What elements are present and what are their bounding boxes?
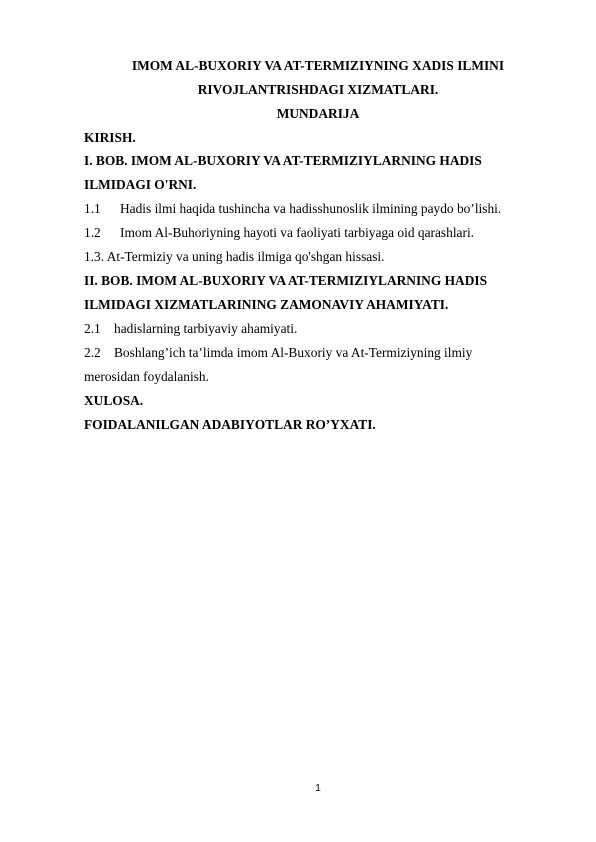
toc-section-number: 1.1 bbox=[84, 201, 101, 216]
toc-section-2-2 bbox=[84, 345, 472, 361]
toc-section-title: Imom Al-Buhoriyning hayoti va faoliyati tarbiyaga oid qarashlari. bbox=[120, 225, 475, 240]
toc-section-number: 2.2 bbox=[84, 345, 101, 360]
toc-chapter-2-line-1: II. BOB. IMOM AL-BUXORIY VA AT-TERMIZIYLARNING HADIS bbox=[84, 273, 488, 288]
toc-introduction: KIRISH. bbox=[84, 130, 136, 145]
toc-section-number: 1.2 bbox=[84, 225, 101, 240]
toc-section-1-1 bbox=[84, 201, 501, 217]
toc-section-title: hadislarning tarbiyaviy ahamiyati. bbox=[114, 321, 298, 336]
toc-conclusion: XULOSA. bbox=[84, 393, 144, 408]
toc-section-2-1 bbox=[84, 321, 297, 337]
toc-chapter-2-line-2: ILMIDAGI XIZMATLARINING ZAMONAVIY AHAMIYATI. bbox=[84, 297, 449, 312]
toc-chapter-1-line-1: I. BOB. IMOM AL-BUXORIY VA AT-TERMIZIYLARNING HADIS bbox=[84, 153, 482, 168]
document-title-line-2: RIVOJLANTRISHDAGI XIZMATLARI. bbox=[197, 82, 439, 97]
toc-section-title: Boshlang’ich ta’limda imom Al-Buxoriy va At-Termiziyning ilmiy bbox=[114, 345, 473, 360]
page-number: 1 bbox=[315, 783, 321, 794]
toc-section-1-3: 1.3. At-Termiziy va uning hadis ilmiga qo'shgan hissasi. bbox=[84, 249, 385, 264]
document-title-line-1: IMOM AL-BUXORIY VA AT-TERMIZIYNING XADIS ILMINI bbox=[131, 58, 505, 73]
toc-section-2-2-continued: merosidan foydalanish. bbox=[84, 369, 209, 384]
toc-references: FOIDALANILGAN ADABIYOTLAR RO’YXATI. bbox=[84, 417, 376, 432]
toc-section-1-2 bbox=[84, 225, 474, 241]
toc-section-number: 2.1 bbox=[84, 321, 101, 336]
toc-chapter-1-line-2: ILMIDAGI O'RNI. bbox=[84, 177, 197, 192]
toc-section-title: Hadis ilmi haqida tushincha va hadisshunoslik ilmining paydo bo’lishi. bbox=[120, 201, 502, 216]
contents-heading: MUNDARIJA bbox=[276, 106, 360, 121]
